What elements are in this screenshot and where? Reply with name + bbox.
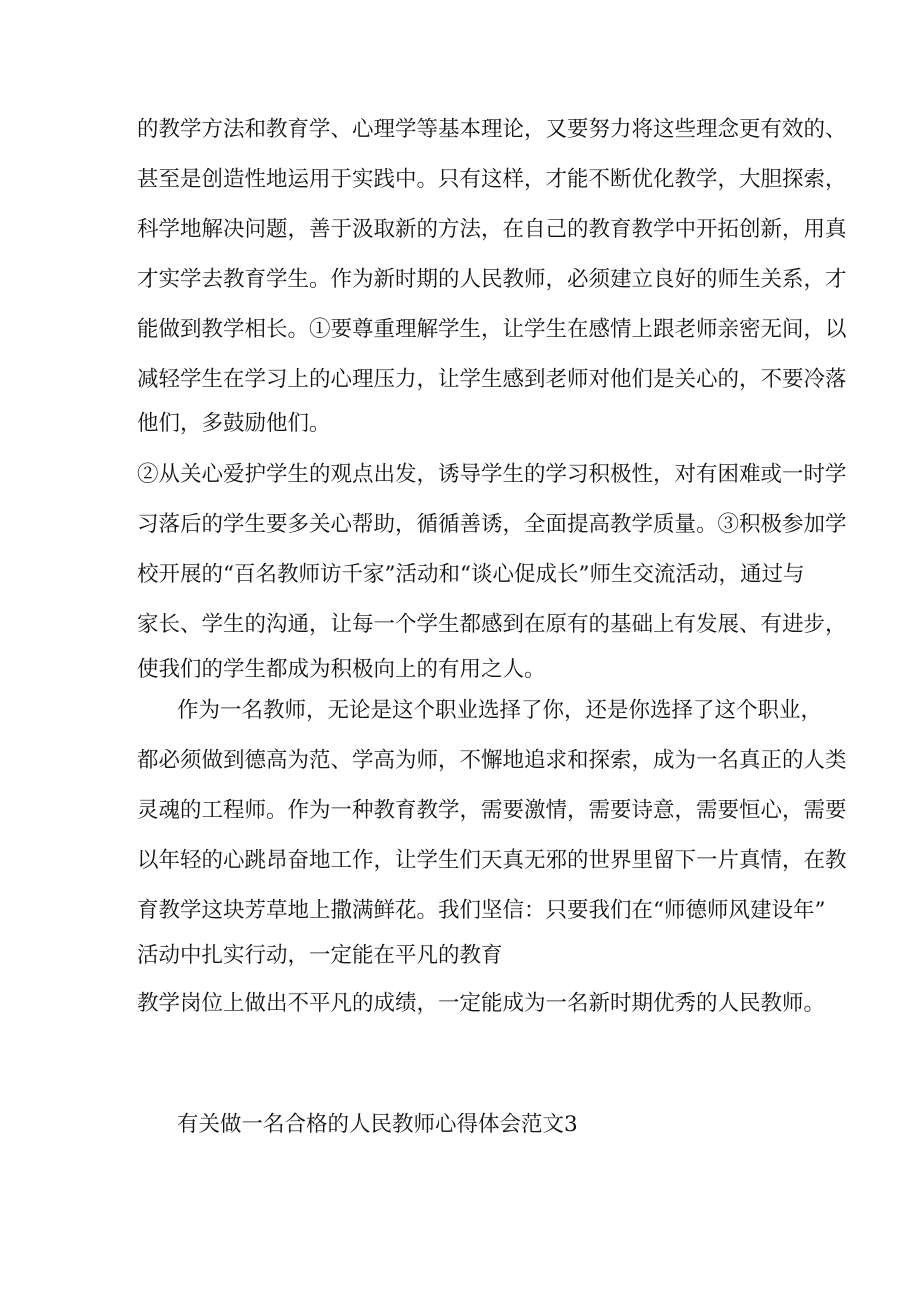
- text-line: 家长、学生的沟通，让每一个学生都感到在原有的基础上有发展、有进步，: [137, 612, 847, 637]
- text-line: 能做到教学相长。①要尊重理解学生，让学生在感情上跟老师亲密无间，以: [137, 317, 847, 342]
- text-line: 灵魂的工程师。作为一种教育教学，需要激情，需要诗意，需要恒心，需要: [137, 798, 847, 823]
- section-heading: 有关做一名合格的人民教师心得体会范文3: [177, 1112, 578, 1137]
- text-line: 才实学去教育学生。作为新时期的人民教师，必须建立良好的师生关系，才: [137, 267, 847, 292]
- text-line: 的教学方法和教育学、心理学等基本理论，又要努力将这些理念更有效的、: [137, 117, 847, 142]
- text-line: 使我们的学生都成为积极向上的有用之人。: [137, 657, 546, 682]
- text-line: ②从关心爱护学生的观点出发，诱导学生的学习积极性，对有困难或一时学: [137, 462, 847, 487]
- text-line: 以年轻的心跳昂奋地工作，让学生们天真无邪的世界里留下一片真情，在教: [137, 848, 847, 873]
- text-line: 育教学这块芳草地上撒满鲜花。我们坚信：只要我们在“师德师风建设年”: [137, 898, 826, 923]
- text-line: 甚至是创造性地运用于实践中。只有这样，才能不断优化教学，大胆探索，: [137, 167, 847, 192]
- text-line: 都必须做到德高为范、学高为师，不懈地追求和探索，成为一名真正的人类: [137, 748, 847, 773]
- text-line: 减轻学生在学习上的心理压力，让学生感到老师对他们是关心的，不要冷落: [137, 367, 847, 392]
- text-line: 科学地解决问题，善于汲取新的方法，在自己的教育教学中开拓创新，用真: [137, 217, 847, 242]
- text-line: 校开展的“百名教师访千家”活动和“谈心促成长”师生交流活动，通过与: [137, 562, 805, 587]
- text-line-indented: 作为一名教师，无论是这个职业选择了你，还是你选择了这个职业，: [177, 698, 823, 723]
- text-line: 他们，多鼓励他们。: [137, 411, 331, 436]
- text-line: 活动中扎实行动，一定能在平凡的教育: [137, 943, 503, 968]
- text-line: 习落后的学生要多关心帮助，循循善诱，全面提高教学质量。③积极参加学: [137, 512, 847, 537]
- text-line: 教学岗位上做出不平凡的成绩，一定能成为一名新时期优秀的人民教师。: [137, 991, 826, 1016]
